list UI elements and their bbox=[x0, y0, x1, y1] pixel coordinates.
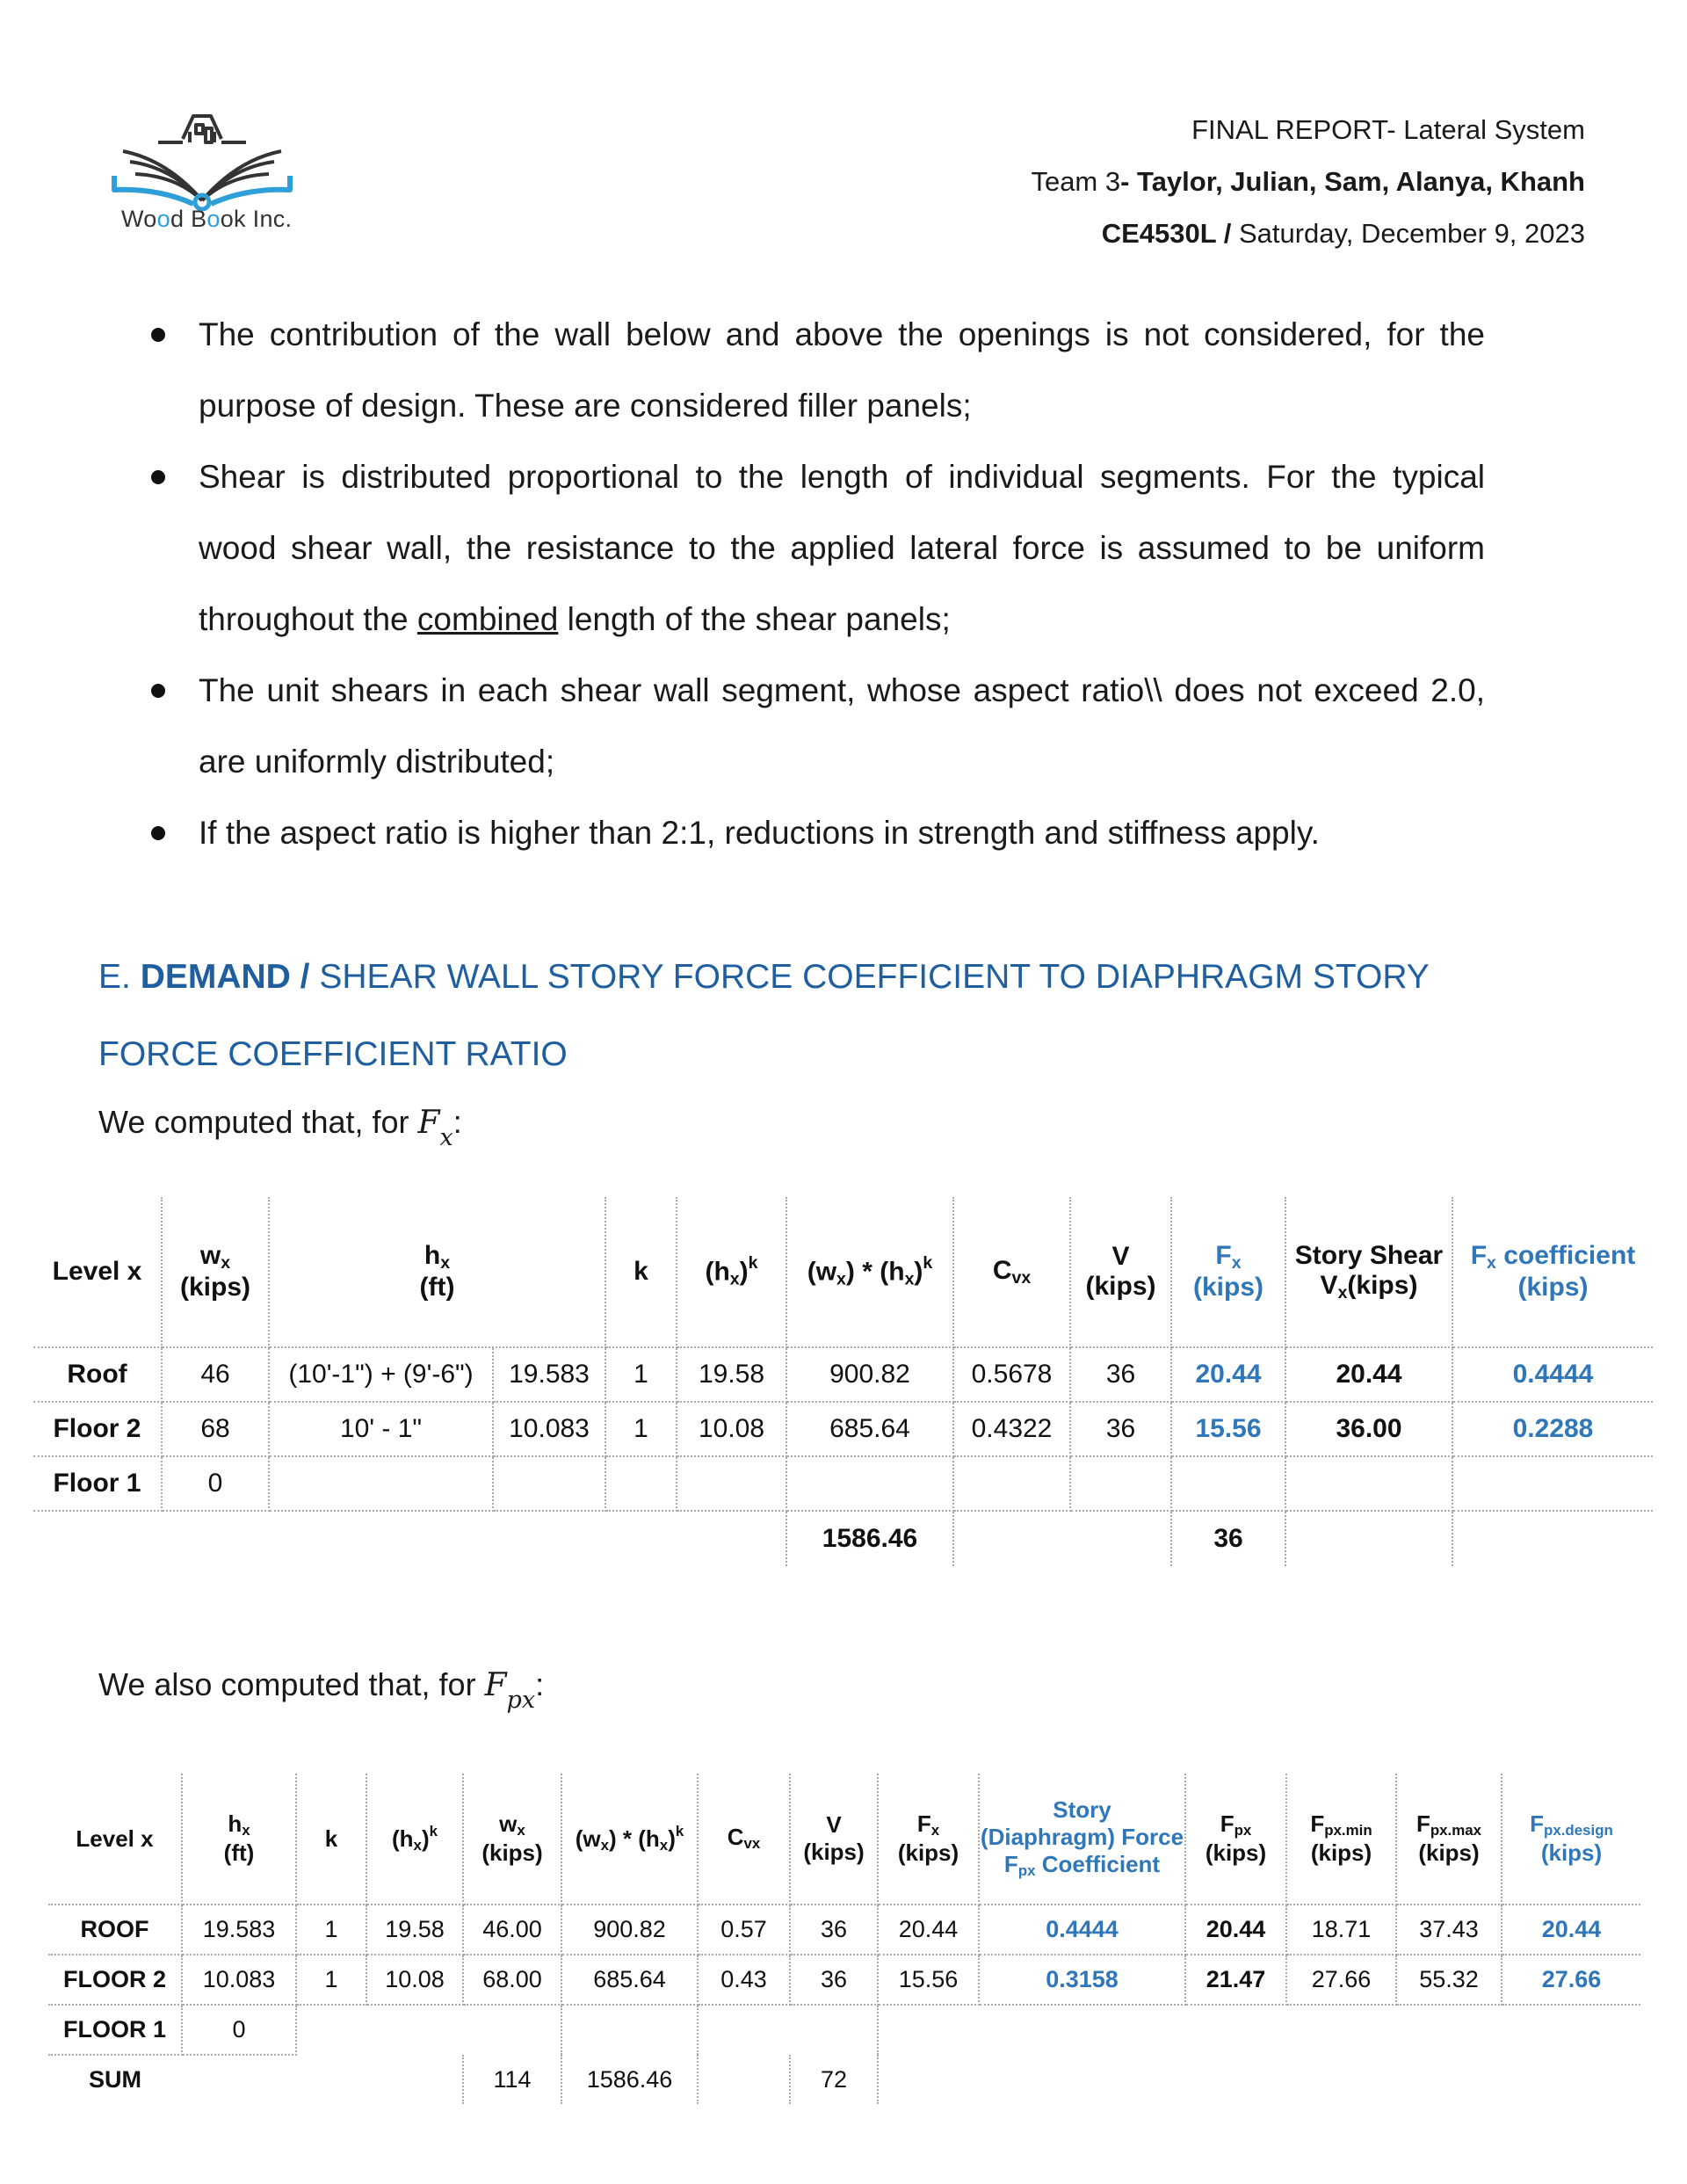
cell-wx: 0 bbox=[162, 1456, 269, 1511]
cell-hx: 10.083 bbox=[493, 1402, 605, 1456]
cell-empty bbox=[953, 1456, 1070, 1511]
cell-fx: 15.56 bbox=[1171, 1402, 1285, 1456]
cell-k: 1 bbox=[605, 1402, 677, 1456]
cell-empty bbox=[1452, 1456, 1653, 1511]
cell-story-shear: 20.44 bbox=[1285, 1347, 1452, 1402]
header-wxhxk: $(w_x) * (h_x)^k$ bbox=[786, 1197, 953, 1347]
header-story-shear: Story Shear $V_x(kips)$ bbox=[1285, 1197, 1452, 1347]
cell-level: Floor 1 bbox=[33, 1456, 162, 1511]
header-cvx: $C_{vx}$ bbox=[953, 1197, 1070, 1347]
cell-cvx: 0.5678 bbox=[953, 1347, 1070, 1402]
report-title: FINAL REPORT- Lateral System bbox=[1191, 114, 1585, 145]
list-item: If the aspect ratio is higher than 2:1, reductions in strength and stiffness apply. bbox=[149, 797, 1485, 868]
cell-empty bbox=[33, 1511, 162, 1566]
fpx-table bbox=[48, 1774, 1640, 2104]
header-hxk: $(h_x)^k$ bbox=[366, 1774, 463, 1905]
cell-hx: 10.083 bbox=[182, 1955, 296, 2005]
cell-fx: 20.44 bbox=[1171, 1347, 1285, 1402]
header-fpx-design: $F_{px.design}$ (kips) bbox=[1502, 1774, 1640, 1905]
cell-fpx-design: 20.44 bbox=[1502, 1905, 1640, 1955]
header-level: Level x bbox=[48, 1774, 182, 1905]
cell-empty bbox=[269, 1511, 493, 1566]
cell-empty bbox=[1502, 2005, 1640, 2055]
header-v: V (kips) bbox=[1070, 1197, 1171, 1347]
section-heading: E. DEMAND / SHEAR WALL STORY FORCE COEFFICIENT TO DIAPHRAGM STORY FORCE COEFFICIENT RATIO bbox=[98, 958, 1430, 1073]
book-house-icon bbox=[105, 105, 308, 211]
cell-empty bbox=[1185, 2055, 1286, 2104]
header-hx: $h_x$ (ft) bbox=[269, 1197, 605, 1347]
report-header bbox=[1031, 104, 1585, 259]
cell-fpx-max: 37.43 bbox=[1396, 1905, 1502, 1955]
cell-sum-wxhxk: 1586.46 bbox=[561, 2055, 698, 2104]
cell-empty bbox=[1396, 2055, 1502, 2104]
cell-empty bbox=[1070, 1511, 1171, 1566]
header-fx: $F_x$ (kips) bbox=[1171, 1197, 1285, 1347]
cell-fx-coef: 0.2288 bbox=[1452, 1402, 1653, 1456]
cell-fpx: 20.44 bbox=[1185, 1905, 1286, 1955]
table-header-row bbox=[33, 1197, 1653, 1347]
cell-fpx-min: 27.66 bbox=[1286, 1955, 1396, 2005]
header-k: k bbox=[605, 1197, 677, 1347]
cell-fpx-max: 55.32 bbox=[1396, 1955, 1502, 2005]
table-row bbox=[48, 1905, 1640, 1955]
list-item: Shear is distributed proportional to the length of individual segments. For the typical wood shear wall, the resistance to the applied lateral force is assumed to be uniform throughout the combined length of the shear panels; bbox=[149, 441, 1485, 655]
cell-empty bbox=[1286, 2005, 1396, 2055]
cell-empty bbox=[296, 2055, 366, 2104]
table-row bbox=[33, 1402, 1653, 1456]
table-sum-row bbox=[48, 2055, 1640, 2104]
cell-empty bbox=[1285, 1456, 1452, 1511]
fx-table bbox=[33, 1197, 1653, 1566]
header-fpx-min: $F_{px.min}$ (kips) bbox=[1286, 1774, 1396, 1905]
cell-empty bbox=[979, 2005, 1185, 2055]
cell-level: FLOOR 2 bbox=[48, 1955, 182, 2005]
header-hx: $h_x$ (ft) bbox=[182, 1774, 296, 1905]
header-wxhxk: $(w_x) * (h_x)^k$ bbox=[561, 1774, 698, 1905]
table-row bbox=[48, 1955, 1640, 2005]
cell-hx-expr: 10' - 1" bbox=[269, 1402, 493, 1456]
cell-k: 1 bbox=[605, 1347, 677, 1402]
cell-hxk: 19.58 bbox=[366, 1905, 463, 1955]
cell-cvx: 0.43 bbox=[698, 1955, 790, 2005]
assumptions-list bbox=[149, 299, 1485, 868]
cell-empty bbox=[1286, 2055, 1396, 2104]
cell-empty bbox=[366, 2005, 463, 2055]
cell-level: ROOF bbox=[48, 1905, 182, 1955]
cell-total-fx: 36 bbox=[1171, 1511, 1285, 1566]
header-wx: $w_x$ (kips) bbox=[162, 1197, 269, 1347]
table-total-row bbox=[33, 1511, 1653, 1566]
cell-empty bbox=[979, 2055, 1185, 2104]
cell-empty bbox=[953, 1511, 1070, 1566]
cell-empty bbox=[698, 2055, 790, 2104]
cell-sum-v: 72 bbox=[790, 2055, 878, 2104]
cell-wx: 46.00 bbox=[463, 1905, 561, 1955]
header-fx: $F_x$ (kips) bbox=[878, 1774, 979, 1905]
cell-total-wxhxk: 1586.46 bbox=[786, 1511, 953, 1566]
header-level: Level x bbox=[33, 1197, 162, 1347]
cell-wx: 46 bbox=[162, 1347, 269, 1402]
cell-empty bbox=[1452, 1511, 1653, 1566]
bullet-icon bbox=[151, 684, 165, 698]
cell-empty bbox=[698, 2005, 790, 2055]
cell-hxk: 10.08 bbox=[677, 1402, 786, 1456]
cell-cvx: 0.57 bbox=[698, 1905, 790, 1955]
cell-fpx-coef: 0.3158 bbox=[979, 1955, 1185, 2005]
cell-empty bbox=[561, 2005, 698, 2055]
cell-empty bbox=[786, 1456, 953, 1511]
bullet-icon bbox=[151, 328, 165, 342]
cell-empty bbox=[493, 1511, 605, 1566]
cell-cvx: 0.4322 bbox=[953, 1402, 1070, 1456]
cell-story-shear: 36.00 bbox=[1285, 1402, 1452, 1456]
cell-fpx: 21.47 bbox=[1185, 1955, 1286, 2005]
header-fpx: $F_{px}$ (kips) bbox=[1185, 1774, 1286, 1905]
cell-fpx-coef: 0.4444 bbox=[979, 1905, 1185, 1955]
cell-level: Roof bbox=[33, 1347, 162, 1402]
cell-fx: 15.56 bbox=[878, 1955, 979, 2005]
cell-empty bbox=[463, 2005, 561, 2055]
cell-sum-wx: 114 bbox=[463, 2055, 561, 2104]
cell-empty bbox=[878, 2005, 979, 2055]
cell-empty bbox=[677, 1456, 786, 1511]
cell-wx: 68.00 bbox=[463, 1955, 561, 2005]
bullet-icon bbox=[151, 826, 165, 840]
cell-v: 36 bbox=[790, 1955, 878, 2005]
cell-empty bbox=[1185, 2005, 1286, 2055]
cell-v: 36 bbox=[790, 1905, 878, 1955]
cell-wxhxk: 685.64 bbox=[786, 1402, 953, 1456]
cell-hx: 0 bbox=[182, 2005, 296, 2055]
cell-wx: 68 bbox=[162, 1402, 269, 1456]
table-row bbox=[33, 1456, 1653, 1511]
list-item: The unit shears in each shear wall segment, whose aspect ratio\\ does not exceed 2.0, are uniformly distributed; bbox=[149, 655, 1485, 797]
header-wx: $w_x$ (kips) bbox=[463, 1774, 561, 1905]
cell-hxk: 19.58 bbox=[677, 1347, 786, 1402]
cell-empty bbox=[366, 2055, 463, 2104]
header-fpx-max: $F_{px.max}$ (kips) bbox=[1396, 1774, 1502, 1905]
intro-fpx: We also computed that, for $F_{px}$: bbox=[98, 1666, 545, 1714]
course-date-line: CE4530L / Saturday, December 9, 2023 bbox=[1101, 218, 1585, 249]
cell-empty bbox=[1396, 2005, 1502, 2055]
cell-empty bbox=[1171, 1456, 1285, 1511]
logo-wordmark: Wood Book Inc. bbox=[121, 206, 293, 232]
cell-level: SUM bbox=[89, 2066, 141, 2093]
header-v: V (kips) bbox=[790, 1774, 878, 1905]
cell-hx: 19.583 bbox=[493, 1347, 605, 1402]
cell-empty bbox=[269, 1456, 493, 1511]
team-line: Team 3- Taylor, Julian, Sam, Alanya, Khanh bbox=[1031, 166, 1585, 197]
cell-wxhxk: 900.82 bbox=[786, 1347, 953, 1402]
cell-k: 1 bbox=[296, 1955, 366, 2005]
cell-hx-expr: (10'-1") + (9'-6") bbox=[269, 1347, 493, 1402]
cell-wxhxk: 685.64 bbox=[561, 1955, 698, 2005]
table-row bbox=[48, 2005, 1640, 2055]
cell-k: 1 bbox=[296, 1905, 366, 1955]
cell-empty bbox=[790, 2005, 878, 2055]
cell-empty bbox=[878, 2055, 979, 2104]
cell-empty bbox=[677, 1511, 786, 1566]
cell-v: 36 bbox=[1070, 1402, 1171, 1456]
cell-empty bbox=[605, 1511, 677, 1566]
intro-fx: We computed that, for $F_x$: bbox=[98, 1104, 462, 1151]
cell-hx: 19.583 bbox=[182, 1905, 296, 1955]
list-item: The contribution of the wall below and above the openings is not considered, for the purpose of design. These are considered filler panels; bbox=[149, 299, 1485, 441]
cell-empty bbox=[493, 1456, 605, 1511]
cell-fx-coef: 0.4444 bbox=[1452, 1347, 1653, 1402]
header-fx-coef: $F_x$ coefficient (kips) bbox=[1452, 1197, 1653, 1347]
cell-level: FLOOR 1 bbox=[48, 2005, 182, 2055]
cell-level: Floor 2 bbox=[33, 1402, 162, 1456]
cell-empty bbox=[296, 2005, 366, 2055]
cell-empty bbox=[1070, 1456, 1171, 1511]
cell-fpx-design: 27.66 bbox=[1502, 1955, 1640, 2005]
cell-empty bbox=[162, 1511, 269, 1566]
table-header-row bbox=[48, 1774, 1640, 1905]
table-row bbox=[33, 1347, 1653, 1402]
cell-fx: 20.44 bbox=[878, 1905, 979, 1955]
header-fpx-coef: Story (Diaphragm) Force $F_{px}$ Coefficient bbox=[979, 1774, 1185, 1905]
header-cvx: $C_{vx}$ bbox=[698, 1774, 790, 1905]
cell-hxk: 10.08 bbox=[366, 1955, 463, 2005]
cell-v: 36 bbox=[1070, 1347, 1171, 1402]
cell-empty bbox=[1285, 1511, 1452, 1566]
bullet-icon bbox=[151, 470, 165, 484]
header-k: k bbox=[296, 1774, 366, 1905]
cell-empty bbox=[605, 1456, 677, 1511]
cell-empty bbox=[182, 2055, 296, 2104]
header-hxk: $(h_x)^k$ bbox=[677, 1197, 786, 1347]
cell-empty bbox=[1502, 2055, 1640, 2104]
cell-fpx-min: 18.71 bbox=[1286, 1905, 1396, 1955]
cell-wxhxk: 900.82 bbox=[561, 1905, 698, 1955]
